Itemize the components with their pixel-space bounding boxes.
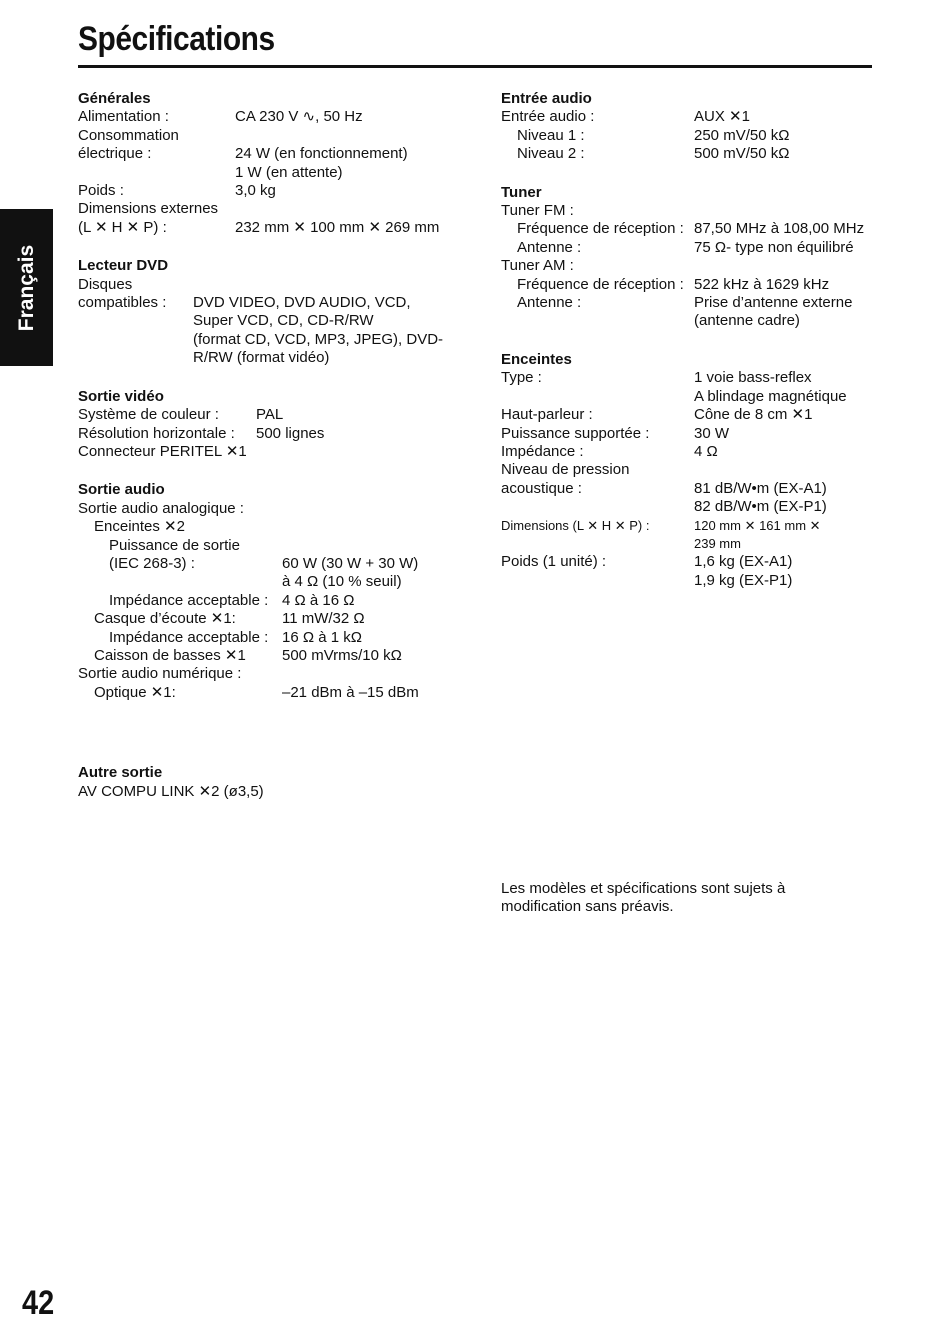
spec-value: à 4 Ω (10 % seuil) — [282, 573, 402, 591]
note-line: Les modèles et spécifications sont sujets à — [501, 880, 786, 897]
spec-label: Poids (1 unité) : — [501, 553, 607, 571]
spec-value: 30 W — [694, 424, 730, 442]
spec-value: Super VCD, CD, CD-R/RW — [193, 312, 374, 330]
spec-value: R/RW (format vidéo) — [193, 349, 330, 367]
spec-value: AUX ✕1 — [694, 108, 750, 126]
spec-value: 232 mm ✕ 100 mm ✕ 269 mm — [235, 218, 440, 236]
spec-label: Poids : — [78, 182, 124, 200]
spec-label: Dimensions (L ✕ H ✕ P) : — [501, 517, 650, 533]
spec-label: (L ✕ H ✕ P) : — [78, 218, 167, 236]
spec-value: 60 W (30 W + 30 W) — [282, 554, 419, 572]
spec-label: AV COMPU LINK ✕2 (ø3,5) — [78, 782, 264, 800]
language-tab — [0, 209, 53, 366]
spec-value: 500 mVrms/10 kΩ — [282, 646, 402, 664]
spec-value: PAL — [256, 406, 284, 424]
disclaimer-note — [501, 880, 841, 917]
spec-label: Tuner AM : — [501, 257, 574, 275]
spec-label: Fréquence de réception : — [517, 275, 684, 293]
spec-label: Casque d’écoute ✕1: — [94, 610, 236, 628]
spec-label: Tuner FM : — [501, 202, 574, 220]
spec-label: Antenne : — [517, 294, 582, 312]
spec-value: A blindage magnétique — [694, 387, 847, 405]
spec-label: Sortie audio numérique : — [78, 665, 242, 683]
spec-label: Sortie audio analogique : — [78, 499, 244, 517]
spec-value: 11 mW/32 Ω — [282, 610, 365, 628]
spec-value: 81 dB/W•m (EX-A1) — [694, 479, 827, 497]
spec-value: 250 mV/50 kΩ — [694, 126, 790, 144]
spec-value: 87,50 MHz à 108,00 MHz — [694, 220, 865, 238]
title-rule — [78, 65, 872, 68]
spec-label: Optique ✕1: — [94, 683, 176, 701]
spec-label: Dimensions externes — [78, 200, 219, 218]
spec-value: 3,0 kg — [235, 182, 276, 200]
spec-value: 82 dB/W•m (EX-P1) — [694, 498, 827, 516]
spec-label: Impédance acceptable : — [109, 591, 269, 609]
section-sortie-audio — [78, 481, 468, 702]
spec-label: Niveau de pression — [501, 461, 630, 479]
page-number: 42 — [22, 1284, 55, 1322]
spec-value: 239 mm — [694, 535, 741, 551]
spec-label: électrique : — [78, 145, 152, 163]
section-heading: Sortie vidéo — [78, 387, 164, 405]
spec-value: 120 mm ✕ 161 mm ✕ — [694, 517, 821, 533]
spec-label: compatibles : — [78, 294, 167, 312]
section-generales — [78, 90, 468, 237]
spec-value: 1 W (en attente) — [235, 163, 343, 181]
spec-label: Type : — [501, 369, 542, 387]
section-lecteur-dvd — [78, 257, 468, 367]
language-tab-label: Français — [14, 244, 38, 331]
spec-label: Enceintes ✕2 — [94, 518, 185, 536]
spec-label: acoustique : — [501, 479, 582, 497]
section-enceintes — [501, 351, 881, 590]
section-heading: Générales — [78, 90, 151, 107]
left-column — [78, 90, 468, 821]
spec-label: Haut-parleur : — [501, 406, 593, 424]
spec-label: Système de couleur : — [78, 406, 219, 424]
spec-label: Alimentation : — [78, 108, 169, 126]
section-tuner — [501, 184, 881, 331]
spec-value: 1,6 kg (EX-A1) — [694, 553, 793, 571]
section-heading: Sortie audio — [78, 481, 165, 499]
spec-value: CA 230 V ∿, 50 Hz — [235, 108, 363, 126]
spec-label: Caisson de basses ✕1 — [94, 646, 246, 664]
section-heading: Tuner — [501, 183, 542, 201]
section-heading: Entrée audio — [501, 90, 592, 107]
note-line: modification sans préavis. — [501, 898, 674, 916]
spec-value: 500 mV/50 kΩ — [694, 145, 790, 163]
page-title: Spécifications — [78, 20, 275, 58]
spec-value: 4 Ω à 16 Ω — [282, 591, 355, 609]
spec-label: Consommation — [78, 126, 179, 144]
spec-label: Entrée audio : — [501, 108, 595, 126]
spec-value: 500 lignes — [256, 424, 325, 442]
spec-value: Cône de 8 cm ✕1 — [694, 406, 813, 424]
spec-value: 4 Ω — [694, 442, 718, 460]
spec-value: 24 W (en fonctionnement) — [235, 145, 408, 163]
spec-label: Niveau 2 : — [517, 145, 585, 163]
spec-label: Niveau 1 : — [517, 126, 585, 144]
spec-label: Impédance acceptable : — [109, 628, 269, 646]
section-heading: Enceintes — [501, 350, 572, 368]
spec-value: (antenne cadre) — [694, 312, 800, 330]
spec-value: Prise d’antenne externe — [694, 294, 853, 312]
spec-label: Antenne : — [517, 238, 582, 256]
spec-label: Connecteur PERITEL ✕1 — [78, 442, 247, 460]
spec-label: (IEC 268-3) : — [109, 554, 195, 572]
spec-value: (format CD, VCD, MP3, JPEG), DVD- — [193, 330, 444, 348]
section-heading: Lecteur DVD — [78, 257, 169, 275]
section-autre-sortie — [78, 764, 468, 801]
spec-value: 1 voie bass-reflex — [694, 369, 812, 387]
spec-label: Disques — [78, 275, 133, 293]
spec-label: Fréquence de réception : — [517, 220, 684, 238]
right-column — [501, 90, 881, 610]
spec-label: Puissance de sortie — [109, 536, 240, 554]
spec-label: Résolution horizontale : — [78, 424, 235, 442]
spec-value: 75 Ω- type non équilibré — [694, 238, 854, 256]
spec-value: 522 kHz à 1629 kHz — [694, 275, 830, 293]
section-heading: Autre sortie — [78, 764, 163, 782]
spec-value: DVD VIDEO, DVD AUDIO, VCD, — [193, 294, 411, 312]
spec-value: 1,9 kg (EX-P1) — [694, 571, 793, 589]
spec-value: –21 dBm à –15 dBm — [282, 683, 419, 701]
section-sortie-video — [78, 388, 468, 462]
spec-value: 16 Ω à 1 kΩ — [282, 628, 362, 646]
spec-label: Puissance supportée : — [501, 424, 650, 442]
spec-label: Impédance : — [501, 442, 584, 460]
section-entree-audio — [501, 90, 881, 164]
